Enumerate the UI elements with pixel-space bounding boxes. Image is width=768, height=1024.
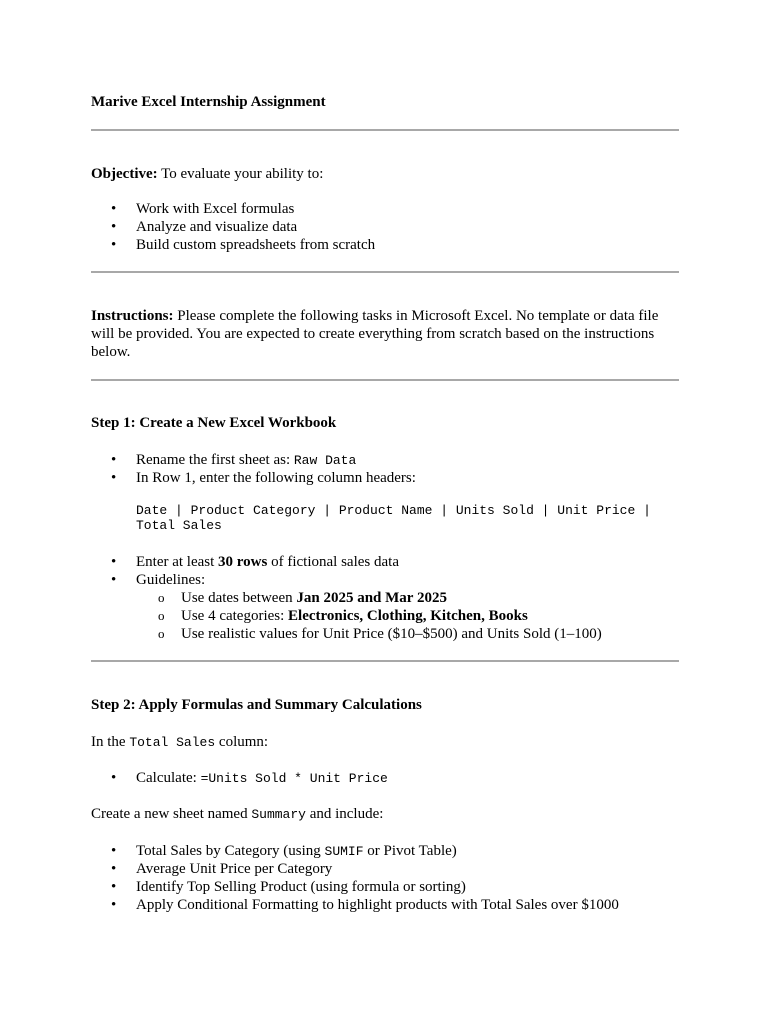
divider: [91, 129, 679, 131]
bullet-icon: •: [111, 572, 117, 588]
document-title: Marive Excel Internship Assignment: [91, 94, 326, 110]
bullet-icon: •: [111, 879, 117, 895]
step1-item-rows: Enter at least 30 rows of fictional sales data: [136, 554, 399, 570]
bullet-icon: •: [111, 470, 117, 486]
divider: [91, 271, 679, 273]
objective-item: Analyze and visualize data: [136, 219, 298, 235]
guideline-item: Use 4 categories: Electronics, Clothing, Kitchen, Books: [181, 608, 528, 624]
step2-summary-intro: Create a new sheet named Summary and include:: [91, 806, 384, 822]
objective-item: Build custom spreadsheets from scratch: [136, 237, 376, 253]
bullet-icon: •: [111, 452, 117, 468]
step2-heading: Step 2: Apply Formulas and Summary Calculations: [91, 697, 422, 713]
bullet-icon: •: [111, 554, 117, 570]
step1-item-headers: In Row 1, enter the following column headers:: [136, 470, 416, 486]
summary-item: Apply Conditional Formatting to highlight products with Total Sales over $1000: [136, 897, 619, 913]
bullet-icon: •: [111, 897, 117, 913]
bullet-icon: •: [111, 237, 117, 253]
guideline-item: Use realistic values for Unit Price ($10–$500) and Units Sold (1–100): [181, 626, 602, 642]
circle-bullet-icon: o: [158, 608, 165, 623]
bullet-icon: •: [111, 219, 117, 235]
summary-item: Identify Top Selling Product (using formula or sorting): [136, 879, 466, 895]
bullet-icon: •: [111, 770, 117, 786]
step1-item-guidelines: Guidelines:: [136, 572, 206, 588]
step2-intro: In the Total Sales column:: [91, 734, 269, 750]
step1-item-rename: Rename the first sheet as: Raw Data: [136, 452, 357, 468]
bullet-icon: •: [111, 843, 117, 859]
circle-bullet-icon: o: [158, 590, 165, 605]
bullet-icon: •: [111, 201, 117, 217]
divider: [91, 660, 679, 662]
instructions-paragraph: Instructions: Please complete the following tasks in Microsoft Excel. No template or data file will be provided. You are expected to create everything from scratch based on the instructions below.: [91, 308, 659, 360]
guideline-item: Use dates between Jan 2025 and Mar 2025: [181, 590, 447, 606]
objective-paragraph: Objective: To evaluate your ability to:: [91, 166, 324, 182]
column-headers-code: Date | Product Category | Product Name | Units Sold | Unit Price | Total Sales: [136, 503, 659, 533]
summary-item: Total Sales by Category (using SUMIF or Pivot Table): [136, 843, 457, 859]
objective-item: Work with Excel formulas: [136, 201, 295, 217]
divider: [91, 379, 679, 381]
summary-item: Average Unit Price per Category: [136, 861, 333, 877]
step2-item-calculate: Calculate: =Units Sold * Unit Price: [136, 770, 388, 786]
bullet-icon: •: [111, 861, 117, 877]
step1-heading: Step 1: Create a New Excel Workbook: [91, 415, 337, 431]
circle-bullet-icon: o: [158, 626, 165, 641]
